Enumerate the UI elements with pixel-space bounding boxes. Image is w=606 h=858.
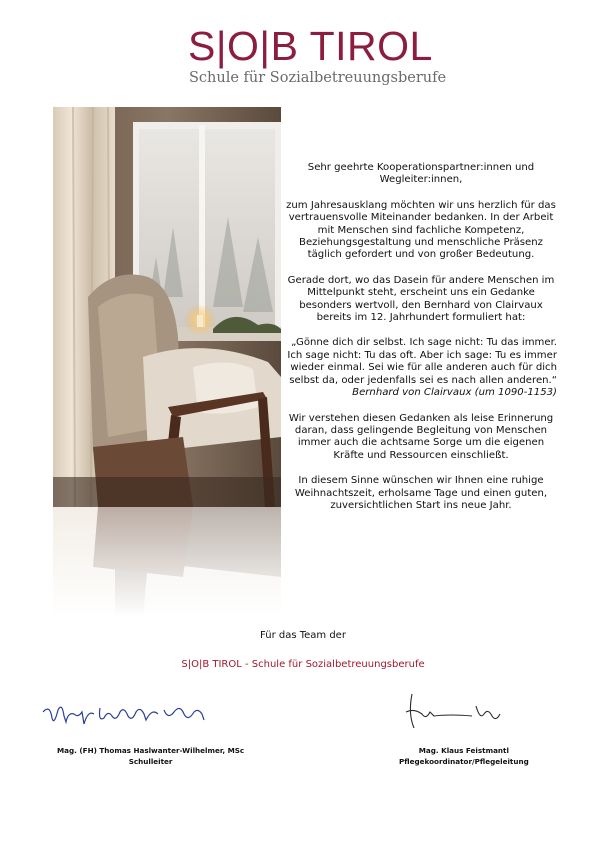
signatory-role: Pflegekoordinator/Pflegeleitung [399, 757, 529, 766]
letter-paragraph-wishes: In diesem Sinne wünschen wir Ihnen eine ruhige Weihnachtszeit, erholsame Tage und einen guten, zuversichtlichen Start ins neue Jahr. [294, 475, 548, 511]
signatory-role: Schulleiter [128, 757, 173, 766]
armchair-window-photo [53, 107, 281, 507]
quote-text: „Gönne dich dir selbst. Ich sage nicht: Tu das immer. Ich sage nicht: Tu das oft. Aber ich sage: Tu es immer wieder einmal. Sei wie für alle anderen auch für dich selbst da, oder jedenfalls sei es nach allen anderen.“ [287, 337, 557, 386]
logo-wordmark [188, 24, 433, 68]
signatory-name: Mag. Klaus Feistmantl [418, 746, 509, 755]
letter-greeting: Sehr geehrte Kooperationspartner:innen und Wegleiter:innen, [307, 162, 535, 186]
school-line: S|O|B TIROL - Schule für Sozialbetreuungsberufe [181, 659, 425, 670]
team-line: Für das Team der [260, 630, 346, 641]
letter-paragraph-thanks: zum Jahresausklang möchten wir uns herzlich für das vertrauensvolle Miteinander bedanken. In der Arbeit mit Menschen sind fachliche Kompetenz, Beziehungsgestaltung und menschliche Präsenz täglich gefordert und von großer Bedeutung. [286, 199, 556, 261]
logo-letter-s: S [188, 23, 216, 69]
logo-letter-o: O [227, 23, 260, 69]
photo-reflection [53, 507, 281, 617]
quote-block [285, 337, 557, 399]
letter-paragraph-reflection: Wir verstehen diesen Gedanken als leise Erinnerung daran, dass gelingende Begleitung von Menschen immer auch die achtsame Sorge um die eigenen Kräfte und Ressourcen einschließt. [288, 412, 554, 461]
quote-author: Bernhard von Clairvaux (um 1090-1153) [352, 387, 557, 399]
signatory-right [399, 745, 529, 767]
signatory-left [57, 745, 244, 767]
logo-letter-b-tirol: B TIROL [270, 23, 433, 69]
logo-separator: | [259, 23, 271, 69]
signatory-name: Mag. (FH) Thomas Haslwanter-Wilhelmer, MSc [57, 746, 245, 755]
letter-body [285, 162, 557, 525]
letter-paragraph-intro-quote: Gerade dort, wo das Dasein für andere Menschen im Mittelpunkt steht, erscheint uns ein Gedanke besonders wertvoll, den Bernhard von Clairvaux bereits im 12. Jahrhundert formuliert hat: [287, 274, 555, 324]
logo-separator: | [215, 23, 228, 69]
signature-right [400, 690, 510, 738]
logo-subtitle: Schule für Sozialbetreuungsberufe [189, 70, 447, 86]
signature-left [38, 700, 208, 736]
